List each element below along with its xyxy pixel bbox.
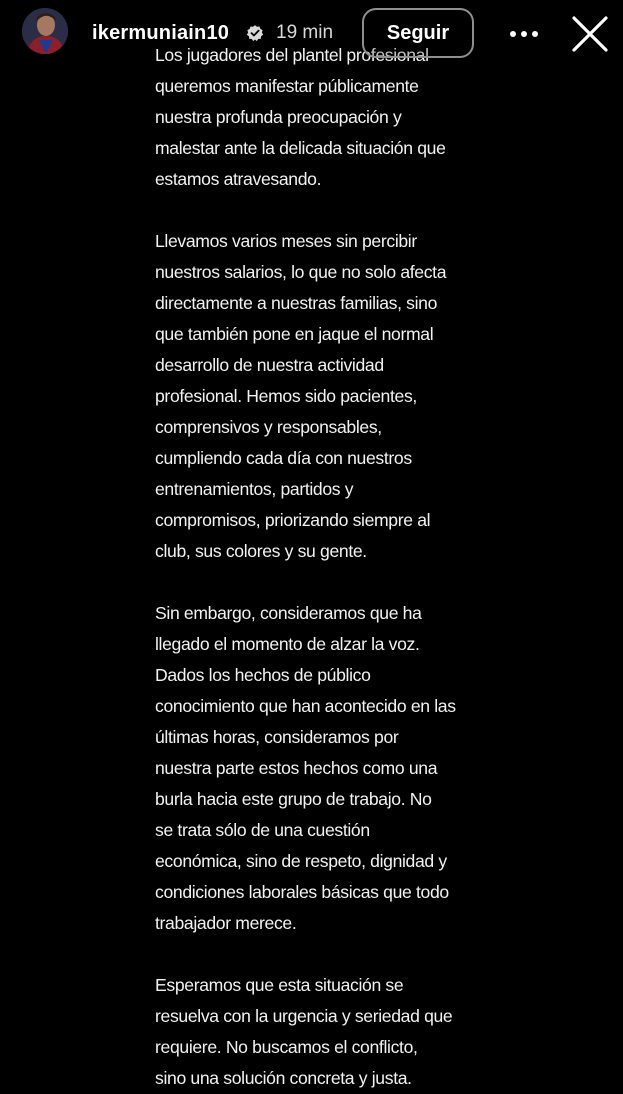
text-line: Sin embargo, consideramos que ha (155, 603, 422, 623)
profile-avatar[interactable] (22, 8, 68, 54)
text-line: Llevamos varios meses sin percibir (155, 231, 417, 251)
text-line: trabajador merece. (155, 913, 297, 933)
text-line: entrenamientos, partidos y (155, 479, 354, 499)
text-line: condiciones laborales básicas que todo (155, 882, 449, 902)
text-line: queremos manifestar públicamente (155, 76, 419, 96)
text-line: burla hacia este grupo de trabajo. No (155, 789, 432, 809)
paragraph-spacer (155, 939, 495, 970)
verified-badge-icon (246, 24, 264, 42)
text-line: profesional. Hemos sido pacientes, (155, 386, 417, 406)
text-line: cumpliendo cada día con nuestros (155, 448, 412, 468)
story-text (155, 40, 495, 1094)
text-line: últimas horas, consideramos por (155, 727, 399, 747)
paragraph-2 (155, 226, 495, 567)
text-line: se trata sólo de una cuestión (155, 820, 370, 840)
paragraph-4 (155, 970, 495, 1094)
paragraph-3 (155, 598, 495, 939)
text-line: comprensivos y responsables, (155, 417, 382, 437)
text-line: conocimiento que han acontecido en las (155, 696, 456, 716)
more-options-icon[interactable] (502, 20, 546, 48)
text-line: club, sus colores y su gente. (155, 541, 367, 561)
close-icon[interactable] (568, 12, 612, 56)
avatar-image (22, 8, 68, 54)
text-line: que también pone en jaque el normal (155, 324, 434, 344)
text-line: nuestra profunda preocupación y (155, 107, 402, 127)
paragraph-spacer (155, 195, 495, 226)
text-line: directamente a nuestras familias, sino (155, 293, 438, 313)
text-line: económica, sino de respeto, dignidad y (155, 851, 447, 871)
text-line: requiere. No buscamos el conflicto, (155, 1037, 418, 1057)
text-line: desarrollo de nuestra actividad (155, 355, 384, 375)
text-line: malestar ante la delicada situación que (155, 138, 446, 158)
text-line: Dados los hechos de público (155, 665, 371, 685)
text-line: Esperamos que esta situación se (155, 975, 404, 995)
story-header (0, 0, 623, 68)
text-line: llegado el momento de alzar la voz. (155, 634, 420, 654)
paragraph-spacer (155, 567, 495, 598)
username[interactable]: ikermuniain10 (92, 22, 230, 44)
text-line: compromisos, priorizando siempre al (155, 510, 431, 530)
post-time: 19 min (276, 22, 334, 43)
text-line: nuestra parte estos hechos como una (155, 758, 438, 778)
text-line: Los jugadores del plantel profesional (155, 45, 429, 65)
text-line: resuelva con la urgencia y seriedad que (155, 1006, 453, 1026)
follow-button[interactable]: Seguir (362, 8, 474, 58)
text-line: sino una solución concreta y justa. (155, 1068, 412, 1088)
text-line: nuestros salarios, lo que no solo afecta (155, 262, 447, 282)
text-line: estamos atravesando. (155, 169, 322, 189)
